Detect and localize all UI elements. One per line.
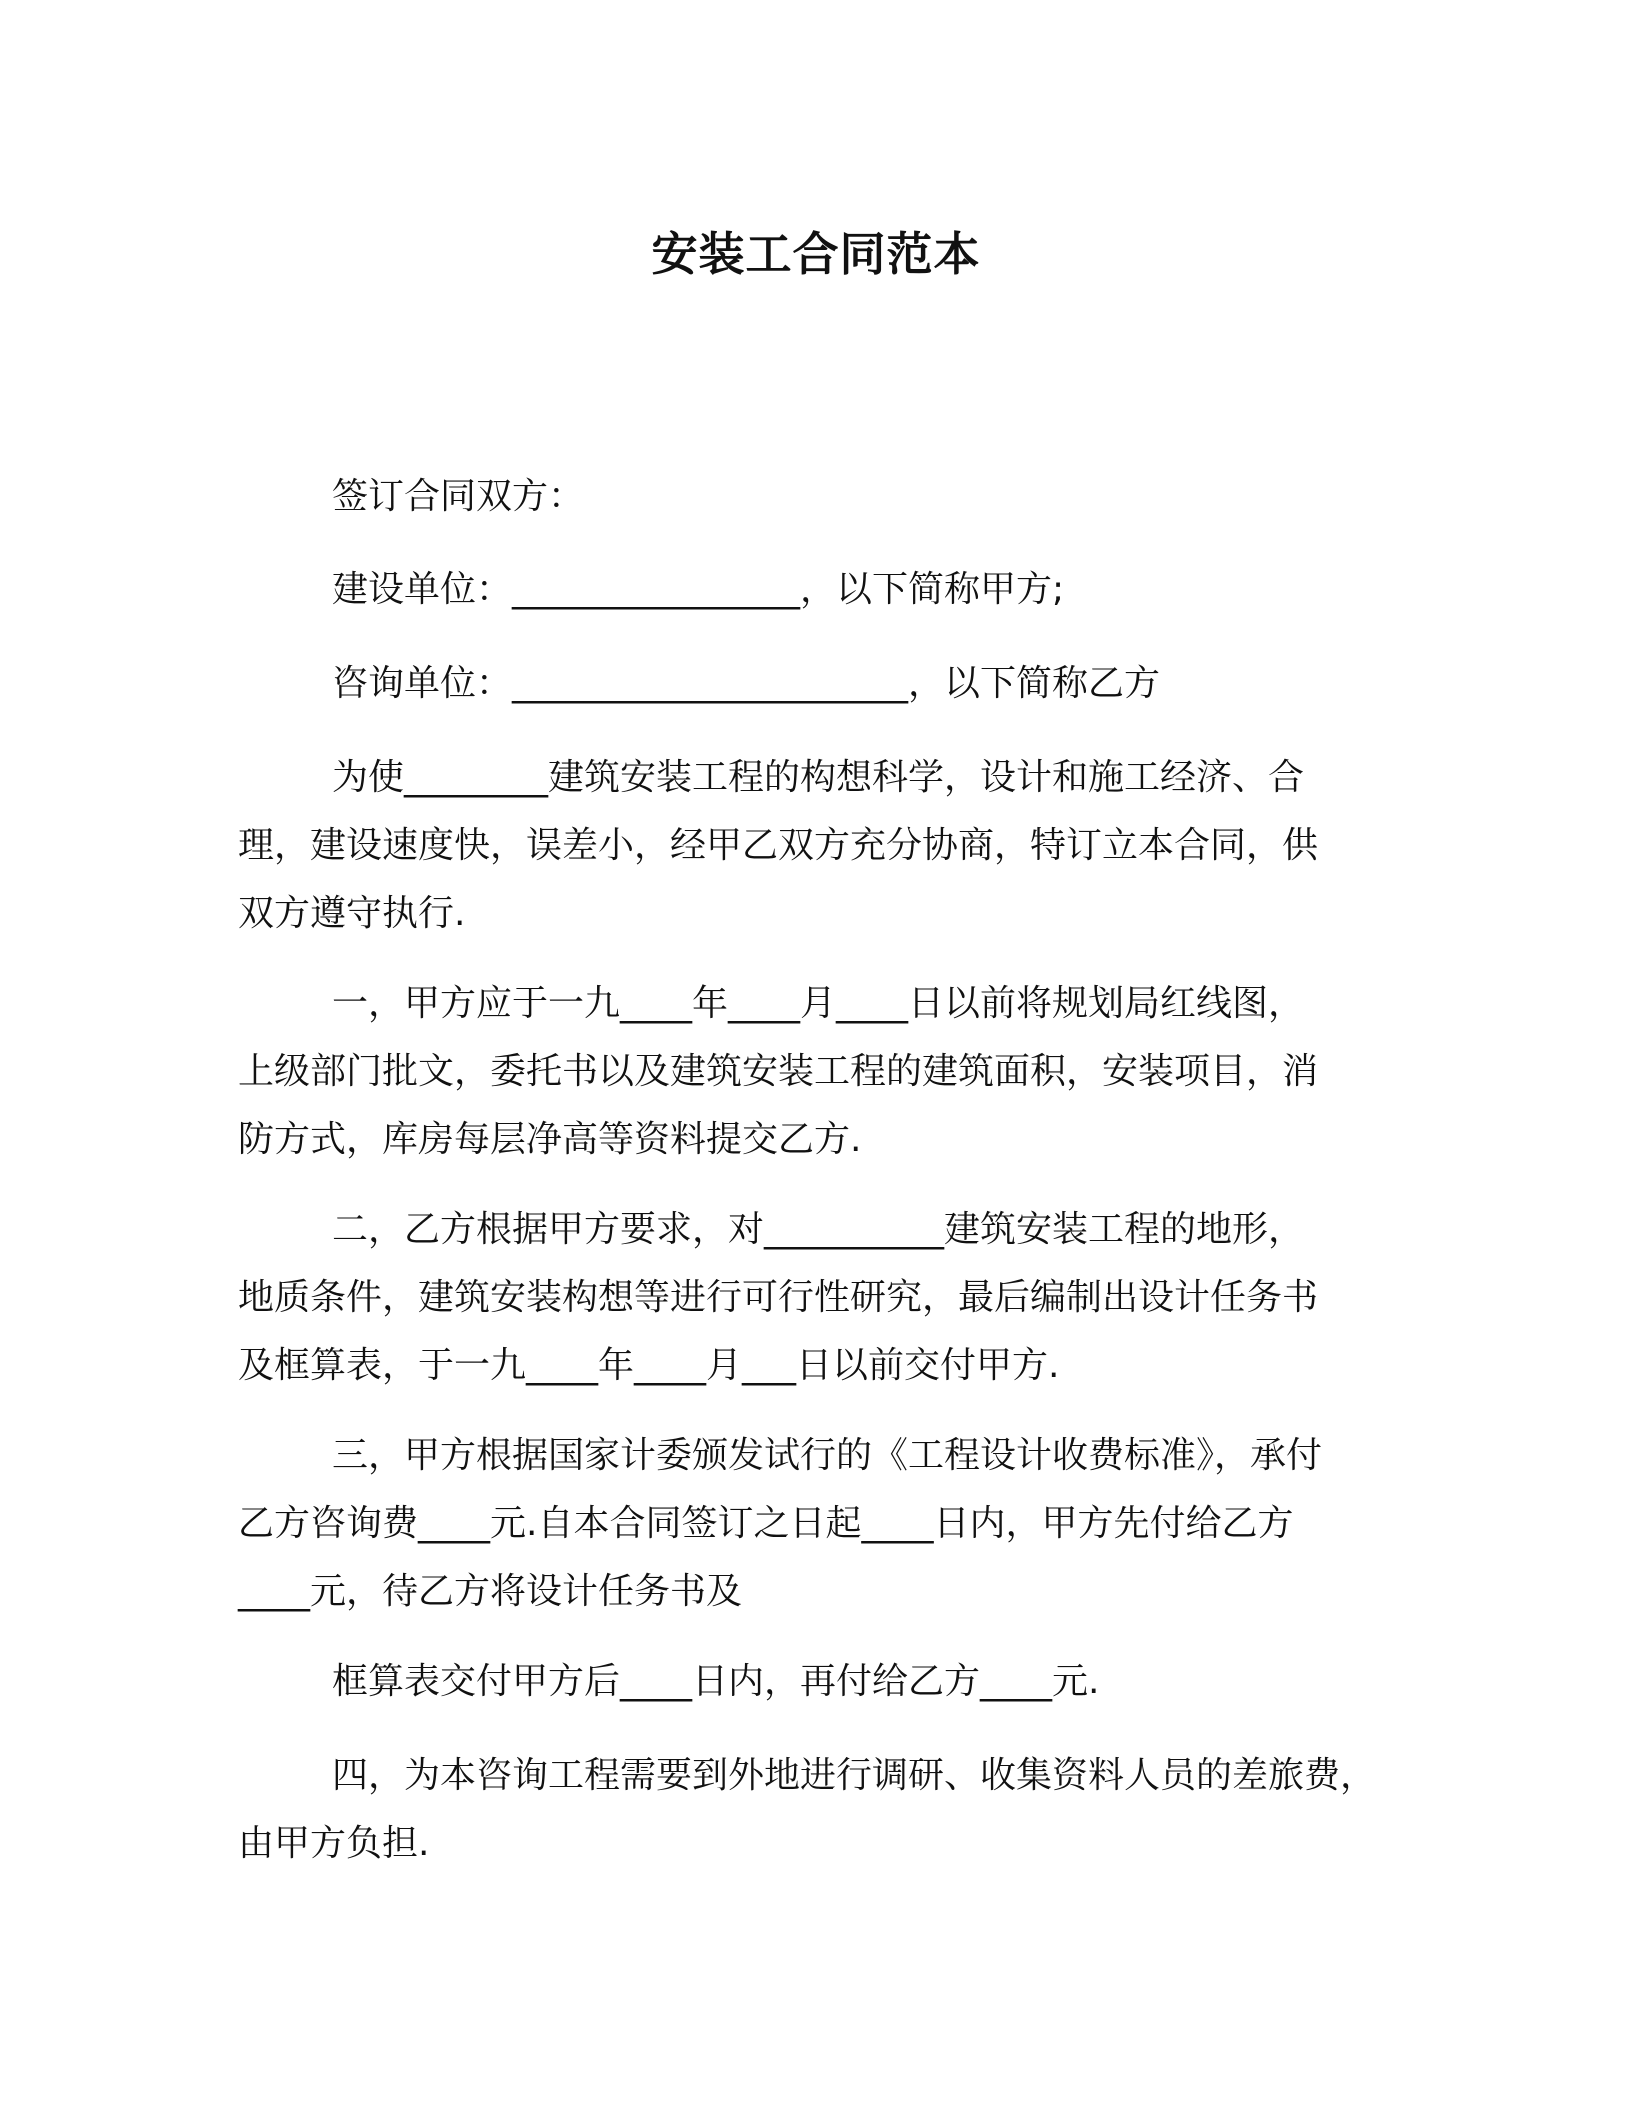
clause-3-line: 三，甲方根据国家计委颁发试行的《工程设计收费标准》，承付 <box>332 1435 1323 1476</box>
party-a-line: 建设单位：________________，以下简称甲方; <box>332 569 1065 610</box>
clause-4-line: 四，为本咨询工程需要到外地进行调研、收集资料人员的差旅费， <box>332 1755 1377 1796</box>
intro-paragraph <box>238 744 1408 948</box>
clause-1-line: 一，甲方应于一九____年____月____日以前将规划局红线图， <box>332 983 1305 1024</box>
clause-2-line: 二，乙方根据甲方要求，对__________建筑安装工程的地形， <box>332 1209 1305 1250</box>
clause-3-paragraph <box>238 1422 1408 1626</box>
clause-1-paragraph <box>238 970 1408 1174</box>
clause-2-line: 及框算表，于一九____年____月___日以前交付甲方. <box>238 1345 1060 1386</box>
clause-2-paragraph <box>238 1196 1408 1400</box>
document-title: 安装工合同范本 <box>651 227 981 281</box>
clause-3-line: 乙方咨询费____元.自本合同签订之日起____日内，甲方先付给乙方 <box>238 1503 1294 1544</box>
clause-3-line: ____元，待乙方将设计任务书及 <box>238 1571 743 1612</box>
clause-3-continuation: 框算表交付甲方后____日内，再付给乙方____元. <box>332 1661 1100 1702</box>
clause-4-line: 由甲方负担. <box>238 1823 430 1864</box>
intro-line: 理，建设速度快，误差小，经甲乙双方充分协商，特订立本合同，供 <box>238 825 1319 866</box>
intro-line: 为使________建筑安装工程的构想科学，设计和施工经济、合 <box>332 757 1305 798</box>
intro-line: 双方遵守执行. <box>238 893 466 934</box>
clause-1-line: 防方式，库房每层净高等资料提交乙方. <box>238 1119 862 1160</box>
clause-1-line: 上级部门批文，委托书以及建筑安装工程的建筑面积，安装项目，消 <box>238 1051 1319 1092</box>
clause-2-line: 地质条件，建筑安装构想等进行可行性研究，最后编制出设计任务书 <box>238 1277 1319 1318</box>
parties-heading: 签订合同双方： <box>332 476 585 517</box>
clause-4-paragraph <box>238 1742 1408 1878</box>
party-b-line: 咨询单位：______________________，以下简称乙方 <box>332 663 1161 704</box>
